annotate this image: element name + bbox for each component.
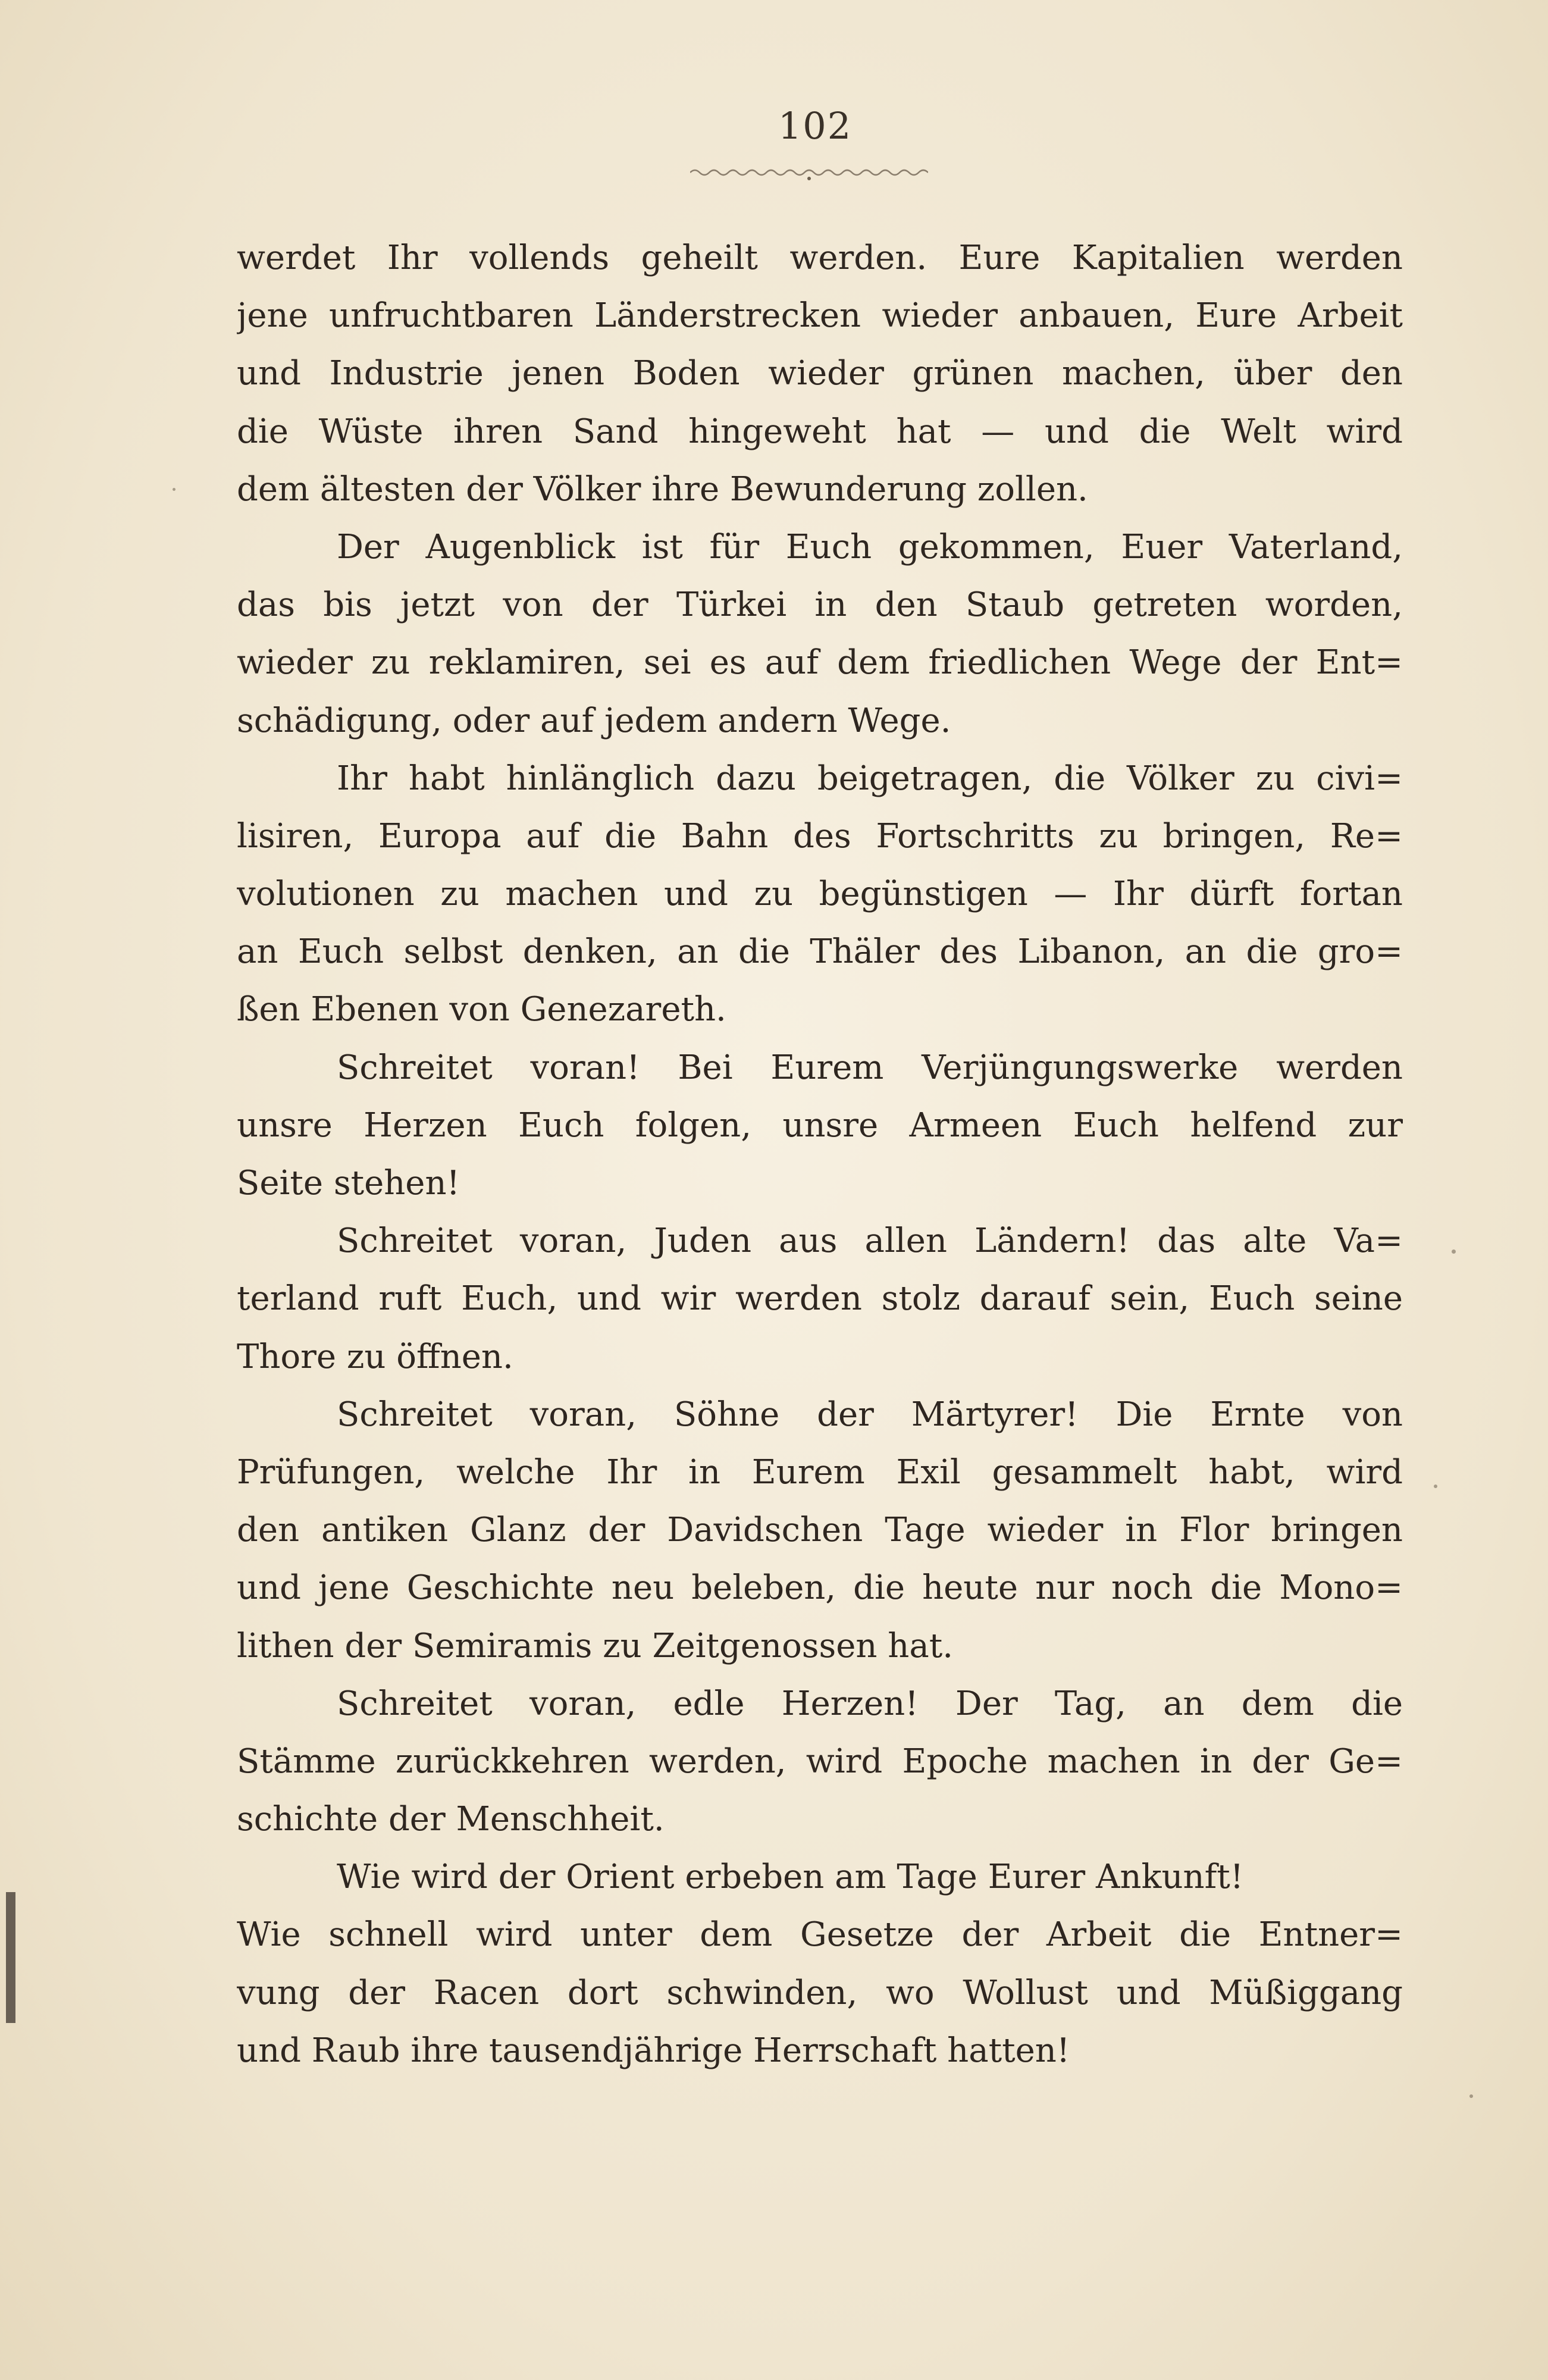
body-text: [237, 229, 1403, 2080]
text-line: dem ältesten der Völker ihre Bewunderung zollen.: [237, 469, 1088, 509]
text-line: volutionen zu machen und zu begünstigen — Ihr dürft fortan: [237, 875, 1403, 914]
text-line: lisiren, Europa auf die Bahn des Fortschritts zu bringen, Re=: [237, 816, 1403, 856]
text-line: Wie schnell wird unter dem Gesetze der Arbeit die Entner=: [237, 1915, 1403, 1955]
paper-speck: [1469, 2094, 1473, 2098]
paper-speck: [1434, 1485, 1437, 1488]
binding-edge-mark: [6, 1892, 15, 2023]
text-line: vung der Racen dort schwinden, wo Wollust und Müßiggang: [237, 1973, 1403, 2012]
text-line: Schreitet voran, edle Herzen! Der Tag, an dem die: [337, 1684, 1403, 1723]
text-line: und jene Geschichte neu beleben, die heute nur noch die Mono=: [237, 1568, 1403, 1608]
text-line: Seite stehen!: [237, 1164, 460, 1202]
text-line: Wie wird der Orient erbeben am Tage Eurer Ankunft!: [337, 1858, 1244, 1897]
text-line: schichte der Menschheit.: [237, 1800, 665, 1839]
text-line: und Raub ihre tausendjährige Herrschaft hatten!: [237, 2031, 1070, 2070]
text-line: Schreitet voran, Juden aus allen Ländern! das alte Va=: [337, 1222, 1403, 1261]
text-line: jene unfruchtbaren Länderstrecken wieder anbauen, Eure Arbeit: [237, 296, 1403, 336]
text-line: unsre Herzen Euch folgen, unsre Armeen Euch helfend zur: [237, 1106, 1403, 1145]
text-line: wieder zu reklamiren, sei es auf dem friedlichen Wege der Ent=: [237, 643, 1403, 682]
text-line: und Industrie jenen Boden wieder grünen machen, über den: [237, 354, 1403, 393]
paper-speck: [1452, 1250, 1456, 1254]
text-line: die Wüste ihren Sand hingeweht hat — und die Welt wird: [237, 412, 1403, 451]
text-line: werdet Ihr vollends geheilt werden. Eure Kapitalien werden: [237, 239, 1403, 277]
text-line: ßen Ebenen von Genezareth.: [237, 990, 726, 1029]
ornament-divider: [690, 164, 928, 181]
page-number: 102: [778, 104, 853, 148]
text-line: Ihr habt hinlänglich dazu beigetragen, die Völker zu civi=: [337, 759, 1403, 798]
text-line: Prüfungen, welche Ihr in Eurem Exil gesammelt habt, wird: [237, 1452, 1403, 1492]
text-line: an Euch selbst denken, an die Thäler des Libanon, an die gro=: [237, 932, 1403, 972]
text-line: Schreitet voran! Bei Eurem Verjüngungswerke werden: [337, 1048, 1403, 1087]
text-line: Schreitet voran, Söhne der Märtyrer! Die Ernte von: [337, 1395, 1403, 1434]
text-line: lithen der Semiramis zu Zeitgenossen hat.: [237, 1626, 954, 1665]
text-line: den antiken Glanz der Davidschen Tage wieder in Flor bringen: [237, 1511, 1403, 1550]
text-line: terland ruft Euch, und wir werden stolz darauf sein, Euch seine: [237, 1279, 1403, 1319]
text-line: das bis jetzt von der Türkei in den Staub getreten worden,: [237, 585, 1403, 625]
text-line: Stämme zurückkehren werden, wird Epoche machen in der Ge=: [237, 1742, 1403, 1781]
text-line: Der Augenblick ist für Euch gekommen, Euer Vaterland,: [337, 527, 1403, 566]
paper-speck: [173, 488, 176, 491]
text-line: schädigung, oder auf jedem andern Wege.: [237, 701, 951, 740]
text-line: Thore zu öffnen.: [237, 1337, 513, 1376]
